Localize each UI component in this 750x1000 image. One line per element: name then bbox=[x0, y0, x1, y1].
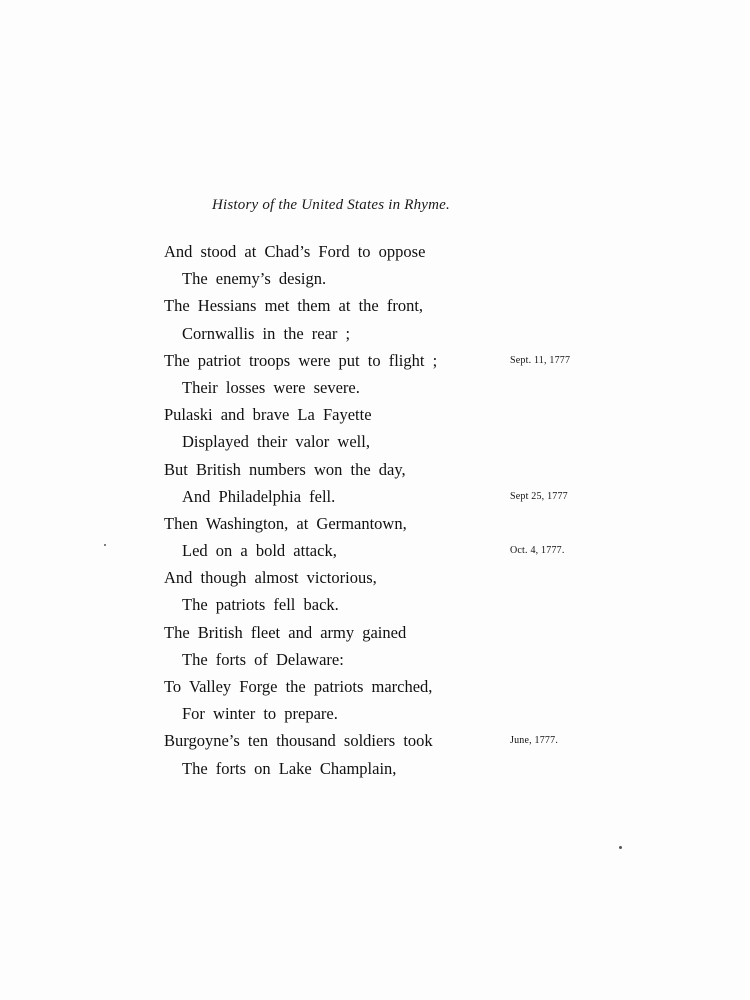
margin-empty-slot bbox=[510, 591, 600, 618]
verse-line: The enemy’s design. bbox=[182, 269, 327, 289]
verse-line: Their losses were severe. bbox=[182, 377, 360, 397]
verse-line: Led on a bold attack, bbox=[182, 541, 337, 561]
margin-empty-slot bbox=[510, 320, 600, 347]
verse-line: Burgoyne’s ten thousand soldiers took bbox=[164, 731, 433, 751]
margin-empty-slot bbox=[510, 401, 600, 428]
margin-empty-slot bbox=[510, 510, 600, 537]
margin-empty-slot bbox=[510, 265, 600, 292]
margin-date-note: Oct. 4, 1777. bbox=[510, 545, 565, 557]
poem-body bbox=[164, 238, 494, 782]
print-speck bbox=[619, 846, 622, 849]
verse-line: And stood at Chad’s Ford to oppose bbox=[164, 242, 426, 261]
verse-line: For winter to prepare. bbox=[182, 704, 338, 724]
margin-empty-slot bbox=[510, 374, 600, 401]
margin-empty-slot bbox=[510, 700, 600, 727]
verse-line: The British fleet and army gained bbox=[164, 622, 407, 642]
margin-empty-slot bbox=[510, 646, 600, 673]
verse-line: The patriots fell back. bbox=[182, 595, 339, 615]
verse-line: The patriot troops were put to flight ; bbox=[164, 350, 438, 370]
margin-notes bbox=[510, 238, 600, 782]
margin-empty-slot bbox=[510, 564, 600, 591]
verse-line: The Hessians met them at the front, bbox=[164, 296, 424, 316]
margin-date-note: June, 1777. bbox=[510, 735, 559, 747]
print-speck bbox=[104, 544, 106, 546]
verse-line: Cornwallis in the rear ; bbox=[182, 323, 351, 343]
margin-empty-slot bbox=[510, 619, 600, 646]
verse-line: Displayed their valor well, bbox=[182, 432, 370, 452]
verse-line: The forts on Lake Champlain, bbox=[182, 758, 397, 778]
verse-line: Pulaski and brave La Fayette bbox=[164, 405, 372, 425]
margin-empty-slot bbox=[510, 428, 600, 455]
margin-empty-slot bbox=[510, 673, 600, 700]
verse-line: But British numbers won the day, bbox=[164, 459, 406, 479]
running-head: History of the United States in Rhyme. bbox=[212, 197, 450, 213]
verse-line: And though almost victorious, bbox=[164, 568, 377, 588]
margin-empty-slot bbox=[510, 238, 600, 265]
margin-empty-slot bbox=[510, 456, 600, 483]
verse-line: To Valley Forge the patriots marched, bbox=[164, 677, 433, 696]
margin-empty-slot bbox=[510, 755, 600, 782]
verse-line: The forts of Delaware: bbox=[182, 649, 344, 669]
verse-line: And Philadelphia fell. bbox=[182, 486, 336, 506]
margin-date-note: Sept. 11, 1777 bbox=[510, 354, 571, 366]
margin-empty-slot bbox=[510, 292, 600, 319]
margin-date-note: Sept 25, 1777 bbox=[510, 490, 568, 502]
verse-line: Then Washington, at Germantown, bbox=[164, 513, 407, 533]
